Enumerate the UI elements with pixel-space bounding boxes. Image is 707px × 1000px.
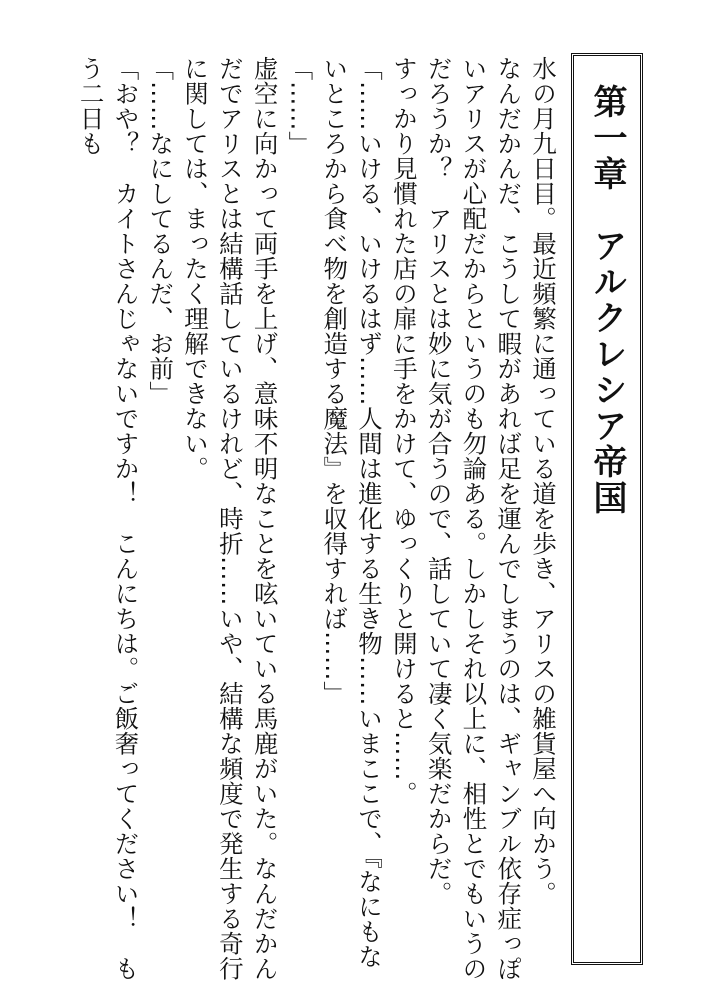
chapter-title: 第一章 アルクレシア帝国 bbox=[587, 84, 627, 516]
paragraph: 水の月九日目。最近頻繁に通っている道を歩き、アリスの雑貨屋へ向かう。 bbox=[529, 56, 558, 906]
paragraph: 虚空に向かって両手を上げ、意味不明なことを呟いている馬鹿がいた。なんだかんだでアリスとは結構話しているけれど、時折……いや、結構な頻度で発生する奇行に関しては、まったく理解できない。 bbox=[181, 56, 280, 981]
dialogue-line: 「……いける、いけるはず……人間は進化する生き物……いまここで、『なにもないところから食べ物を創造する魔法』を収得すれば……」 bbox=[320, 56, 385, 969]
dialogue-line: 「……なにしてるんだ、お前」 bbox=[146, 56, 176, 406]
chapter-heading-box bbox=[571, 53, 643, 965]
dialogue-line: 「……」 bbox=[285, 56, 315, 156]
body-text bbox=[73, 56, 560, 981]
dialogue-line: 「おや？ カイトさんじゃないですか！ こんにちは。ご飯奢ってください！ もう二日も bbox=[76, 56, 141, 981]
paragraph: なんだかんだ、こうして暇があれば足を運んでしまうのは、ギャンブル依存症っぽいアリスが心配だからというのも勿論ある。しかしそれ以上に、相性とでもいうのだろうか？ アリスとは妙に気が合うので、話していて凄く気楽だからだ。 bbox=[424, 56, 524, 981]
paragraph: すっかり見慣れた店の扉に手をかけて、ゆっくりと開けると……。 bbox=[389, 56, 419, 806]
